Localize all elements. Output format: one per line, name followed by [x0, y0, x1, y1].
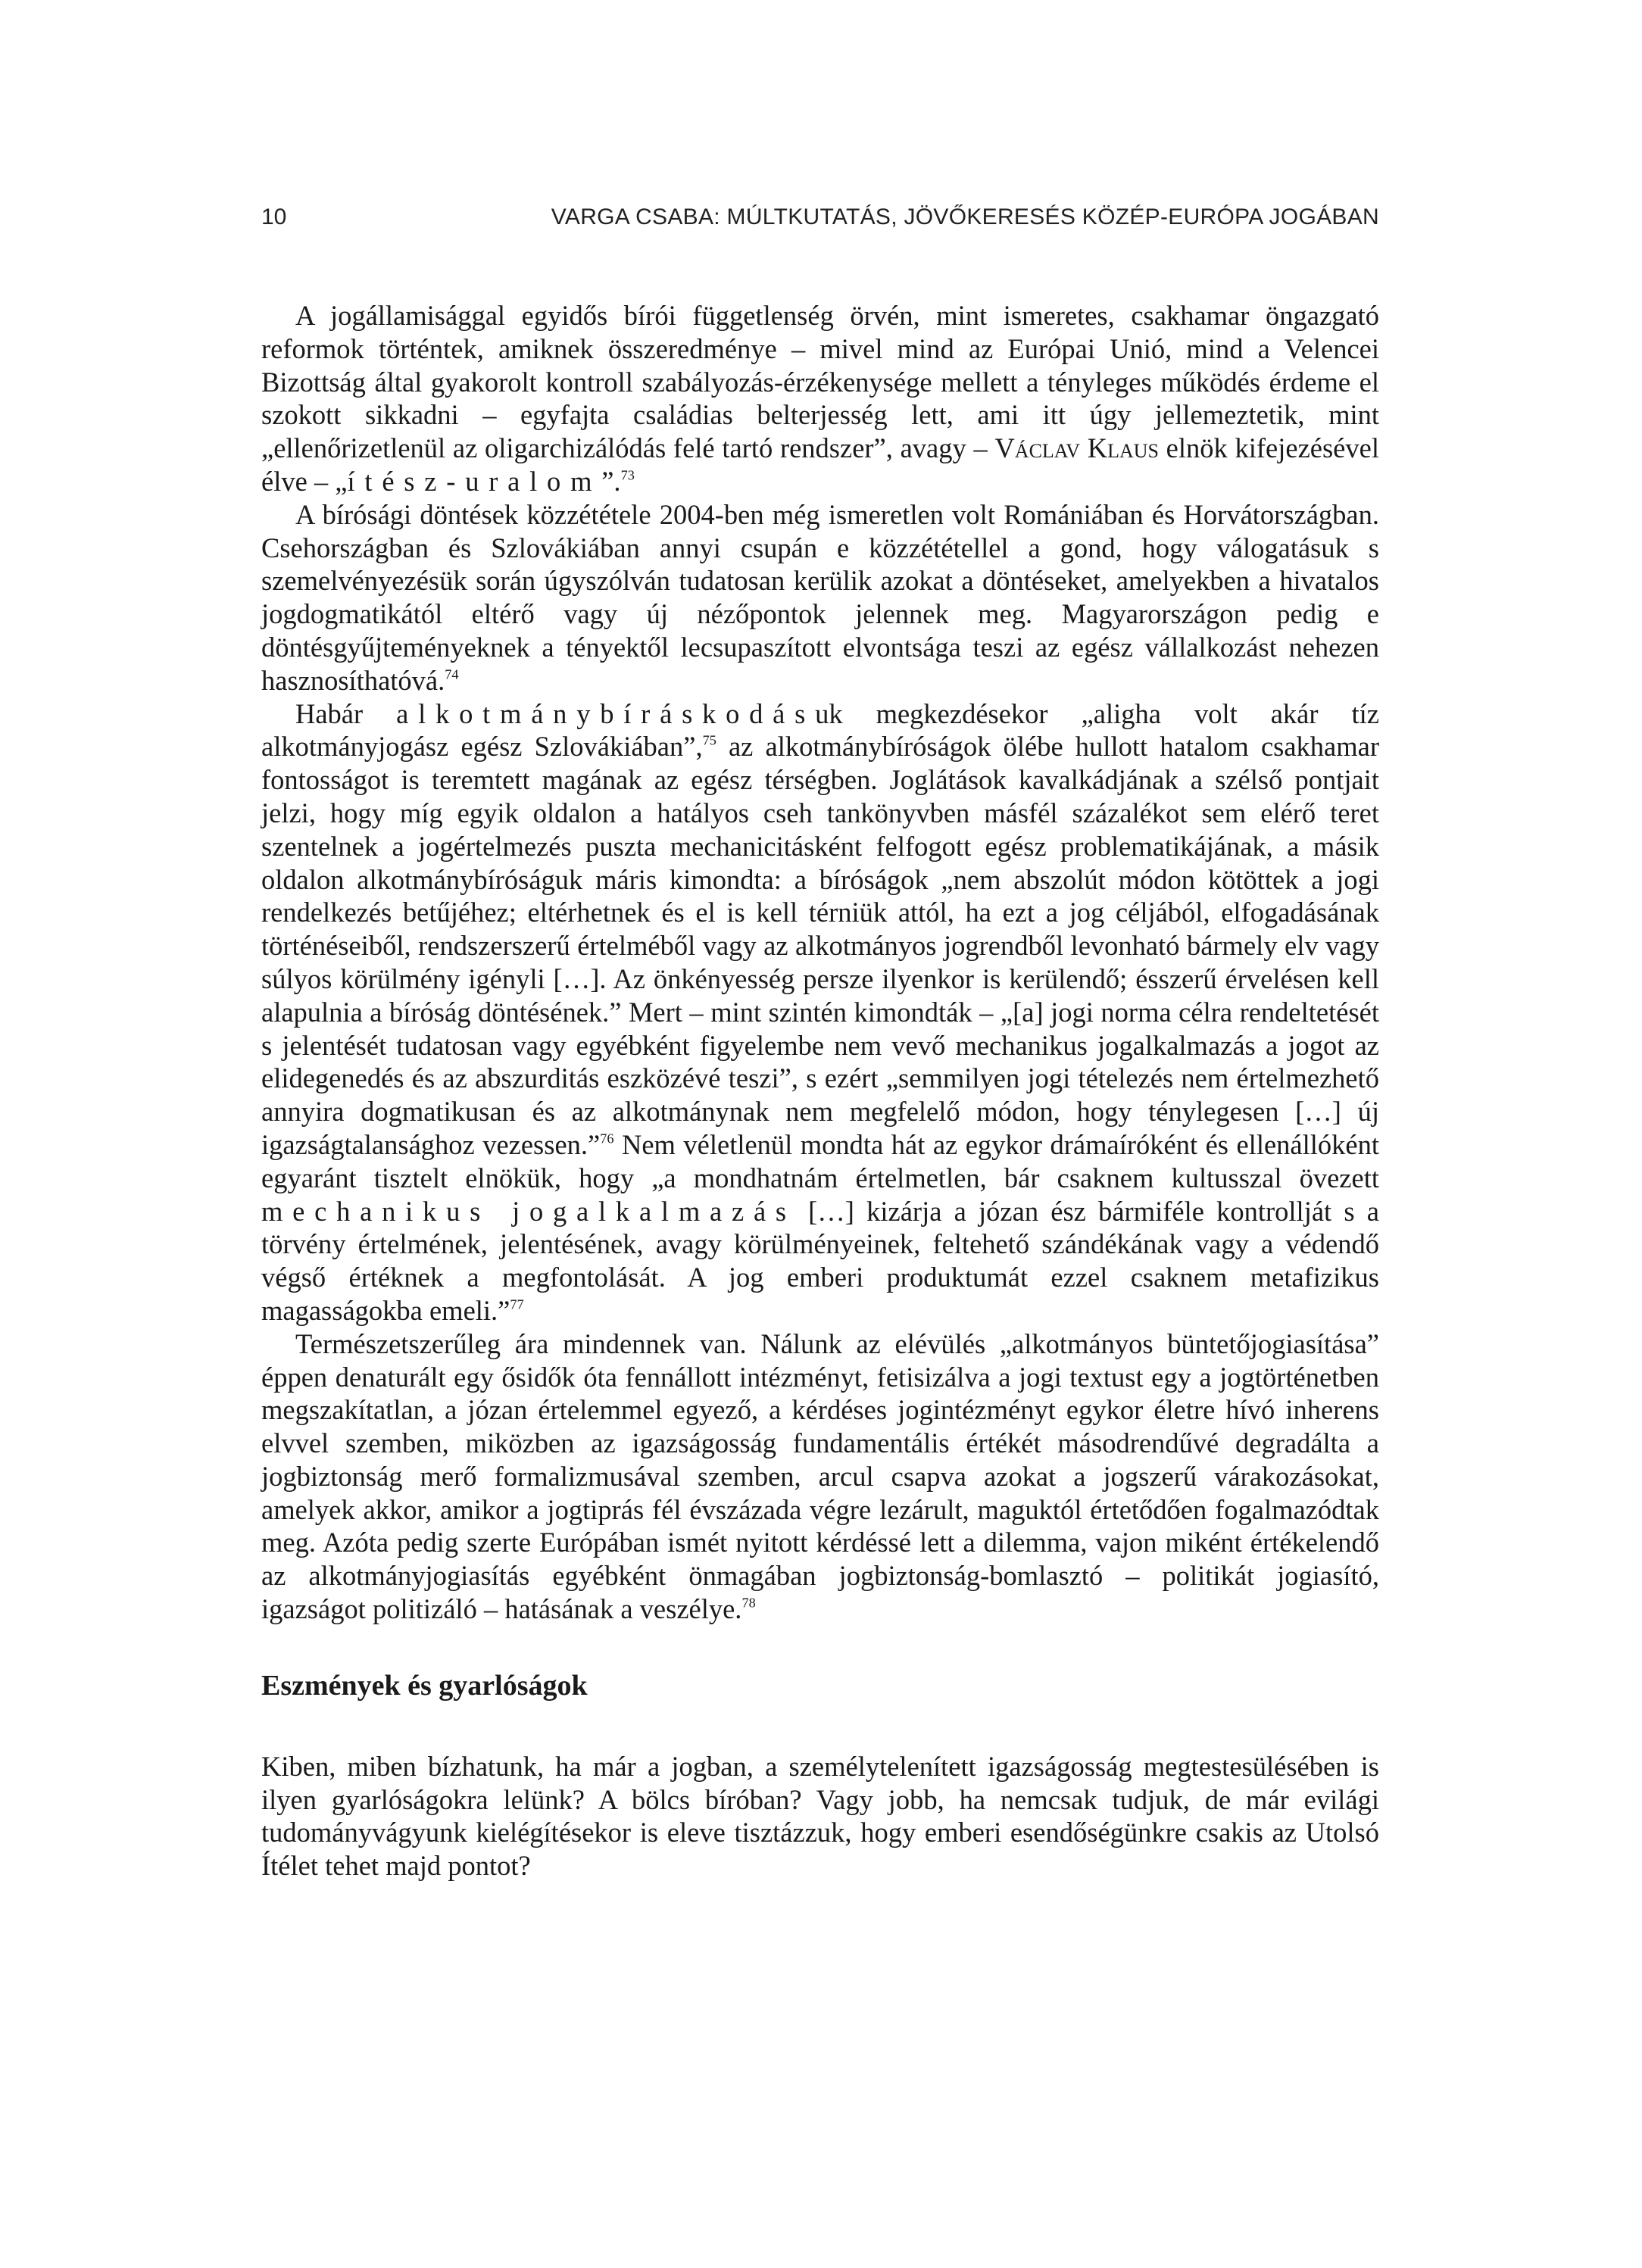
paragraph-1-text-b: elnök kifejezésével élve – „ — [261, 432, 1379, 497]
paragraph-2 — [261, 498, 1379, 697]
paragraph-2-text: A bírósági döntések közzététele 2004-ben még ismeretlen volt Romániában és Horvátországban. Csehországban és Szlovákiában annyi csupán e közzététellel a gond, hogy válogatásuk s szemelvényezésük során úgyszólván tudatosan kerülik azokat a döntéseket, amelyekben a hivatalos jogdogmatikától eltérő vagy új nézőpontok jelennek meg. Magyarországon pedig e döntésgyűjteményeknek a tényektől lecsupaszított elvontsága teszi az egész vállalkozást nehezen hasznosíthatóvá. — [261, 498, 1379, 696]
main-text — [261, 299, 1379, 1883]
spaced-term: alkotmánybíráskodás — [396, 697, 816, 729]
footnote-ref-75: 75 — [702, 732, 716, 748]
paragraph-3-text-c: az alkotmánybíróságok ölébe hullott hatalom csakhamar fontosságot is teremtett magának az egész térségben. Joglátások kavalkádjának a szélső pontjait jelzi, hogy míg egyik oldalon a hatályos cseh tankönyvben másfél százalékot sem elérő teret szentelnek a jogértelmezés puszta mechanicitásként felfogott egész problematikájának, a másik oldalon alkotmánybíróságuk máris kimondta: a bíróságok „nem abszolút módon kötöttek a jogi rendelkezés betűjéhez; eltérhetnek és el is kell térniük attól, ha ezt a jog céljából, elfogadásának történéseiből, rendszerszerű értelméből vagy az alkotmányos jogrendből levonható bármely elv vagy súlyos körülmény igényli […]. Az önkényesség persze ilyenkor is kerülendő; ésszerű érvelésen kell alapulnia a bíróság döntésének.” Mert – mint szintén kimondták – „[a] jogi norma célra rendeltetését s jelentését tudatosan vagy egyébként figyelembe nem vevő mechanikus jogalkalmazás a jogot az elidegenedés és az abszurditás eszközévé teszi”, s ezért „semmilyen jogi tételezés nem értelmezhető annyira dogmatikusan és az alkotmánynak nem megfelelő módon, hogy ténylegesen […] új igazságtalansághoz vezessen.” — [261, 731, 1379, 1160]
paragraph-3-text-d: Nem véletlenül mondta hát az egykor drámaíróként és ellenállóként egyaránt tisztelt elnökük, hogy „a mondhatnám értelmetlen, bár csaknem kultusszal övezett — [261, 1128, 1379, 1193]
paragraph-3-text-e: […] kizárja a józan ész bármiféle kontrollját s a törvény értelmének, jelentésének, avagy körülményeinek, feltehető szándékának vagy a védendő végső értéknek a megfontolását. A jog emberi produktumát ezzel csaknem metafizikus magasságokba emeli.” — [261, 1195, 1379, 1326]
footnote-ref-73: 73 — [620, 467, 635, 483]
paragraph-1 — [261, 299, 1379, 498]
section-paragraph: Kiben, miben bízhatunk, ha már a jogban, a személytelenített igazságosság megtestesülésében is ilyen gyarlóságokra lelünk? A bölcs bíróban? Vagy jobb, ha nemcsak tudjuk, de már evilági tudományvágyunk kielégítésekor is eleve tisztázzuk, hogy emberi esendőségünkre csakis az Utolsó Ítélet tehet majd pontot? — [261, 1750, 1379, 1882]
author-name: Václav Klaus — [994, 432, 1159, 464]
running-title: VARGA CSABA: MÚLTKUTATÁS, JÖVŐKERESÉS KÖZÉP-EURÓPA JOGÁBAN — [551, 204, 1379, 229]
footnote-ref-74: 74 — [445, 666, 459, 682]
page-number: 10 — [261, 204, 287, 229]
paragraph-1-text-a: A jogállamisággal egyidős bírói függetlenség örvén, mint ismeretes, csakhamar öngazgató reformok történtek, amiknek összeredménye – mivel mind az Európai Unió, mind a Velencei Bizottság által gyakorolt kontroll szabályozás-érzékenysége mellett a tényleges működés érdeme el szokott sikkadni – egyfajta családias belterjesség lett, ami itt úgy jellemeztetik, mint „ellenőrizetlenül az oligarchizálódás felé tartó rendszer”, avagy – — [261, 300, 1379, 464]
section-heading: Eszmények és gyarlóságok — [261, 1669, 588, 1702]
footnote-ref-77: 77 — [510, 1296, 524, 1312]
paragraph-3-text-a: Habár — [295, 697, 397, 729]
paragraph-4-text: Természetszerűleg ára mindennek van. Nálunk az elévülés „alkotmányos büntetőjogiasítása” éppen denaturált egy ősidők óta fennállott intézményt, fetisizálva a jogi textust egy a jogtörténetben megszakítatlan, a józan értelemmel egyező, a kérdéses jogintézményt egykor életre hívó inherens elvvel szemben, miközben az igazságosság fundamentális értékét másodrendűvé degradálta a jogbiztonság merő formalizmusával szemben, arcul csapva azokat a jogszerű várakozásokat, amelyek akkor, amikor a jogtiprás fél évszázada végre lezárult, maguktól értetődően fogalmazódtak meg. Azóta pedig szerte Európában ismét nyitott kérdéssé lett a dilemma, vajon miként értékelendő az alkotmányjogiasítás egyébként önmagában jogbiztonság-bomlasztó – politikát jogiasító, igazságot politizáló – hatásának a veszélye. — [261, 1327, 1379, 1625]
paragraph-1-text-c: ”. — [601, 465, 621, 497]
footnote-ref-78: 78 — [741, 1595, 756, 1611]
footnote-ref-76: 76 — [600, 1131, 614, 1146]
spaced-term: mechanikus jogalkalmazás — [261, 1195, 796, 1227]
paragraph-3-text-b: uk megkezdésekor „aligha volt akár tíz alkotmányjogász egész Szlovákiában”, — [261, 697, 1379, 763]
running-header — [261, 204, 1379, 235]
paragraph-4 — [261, 1327, 1379, 1626]
paragraph-3 — [261, 697, 1379, 1327]
spaced-term: ítész-uralom — [347, 465, 602, 497]
